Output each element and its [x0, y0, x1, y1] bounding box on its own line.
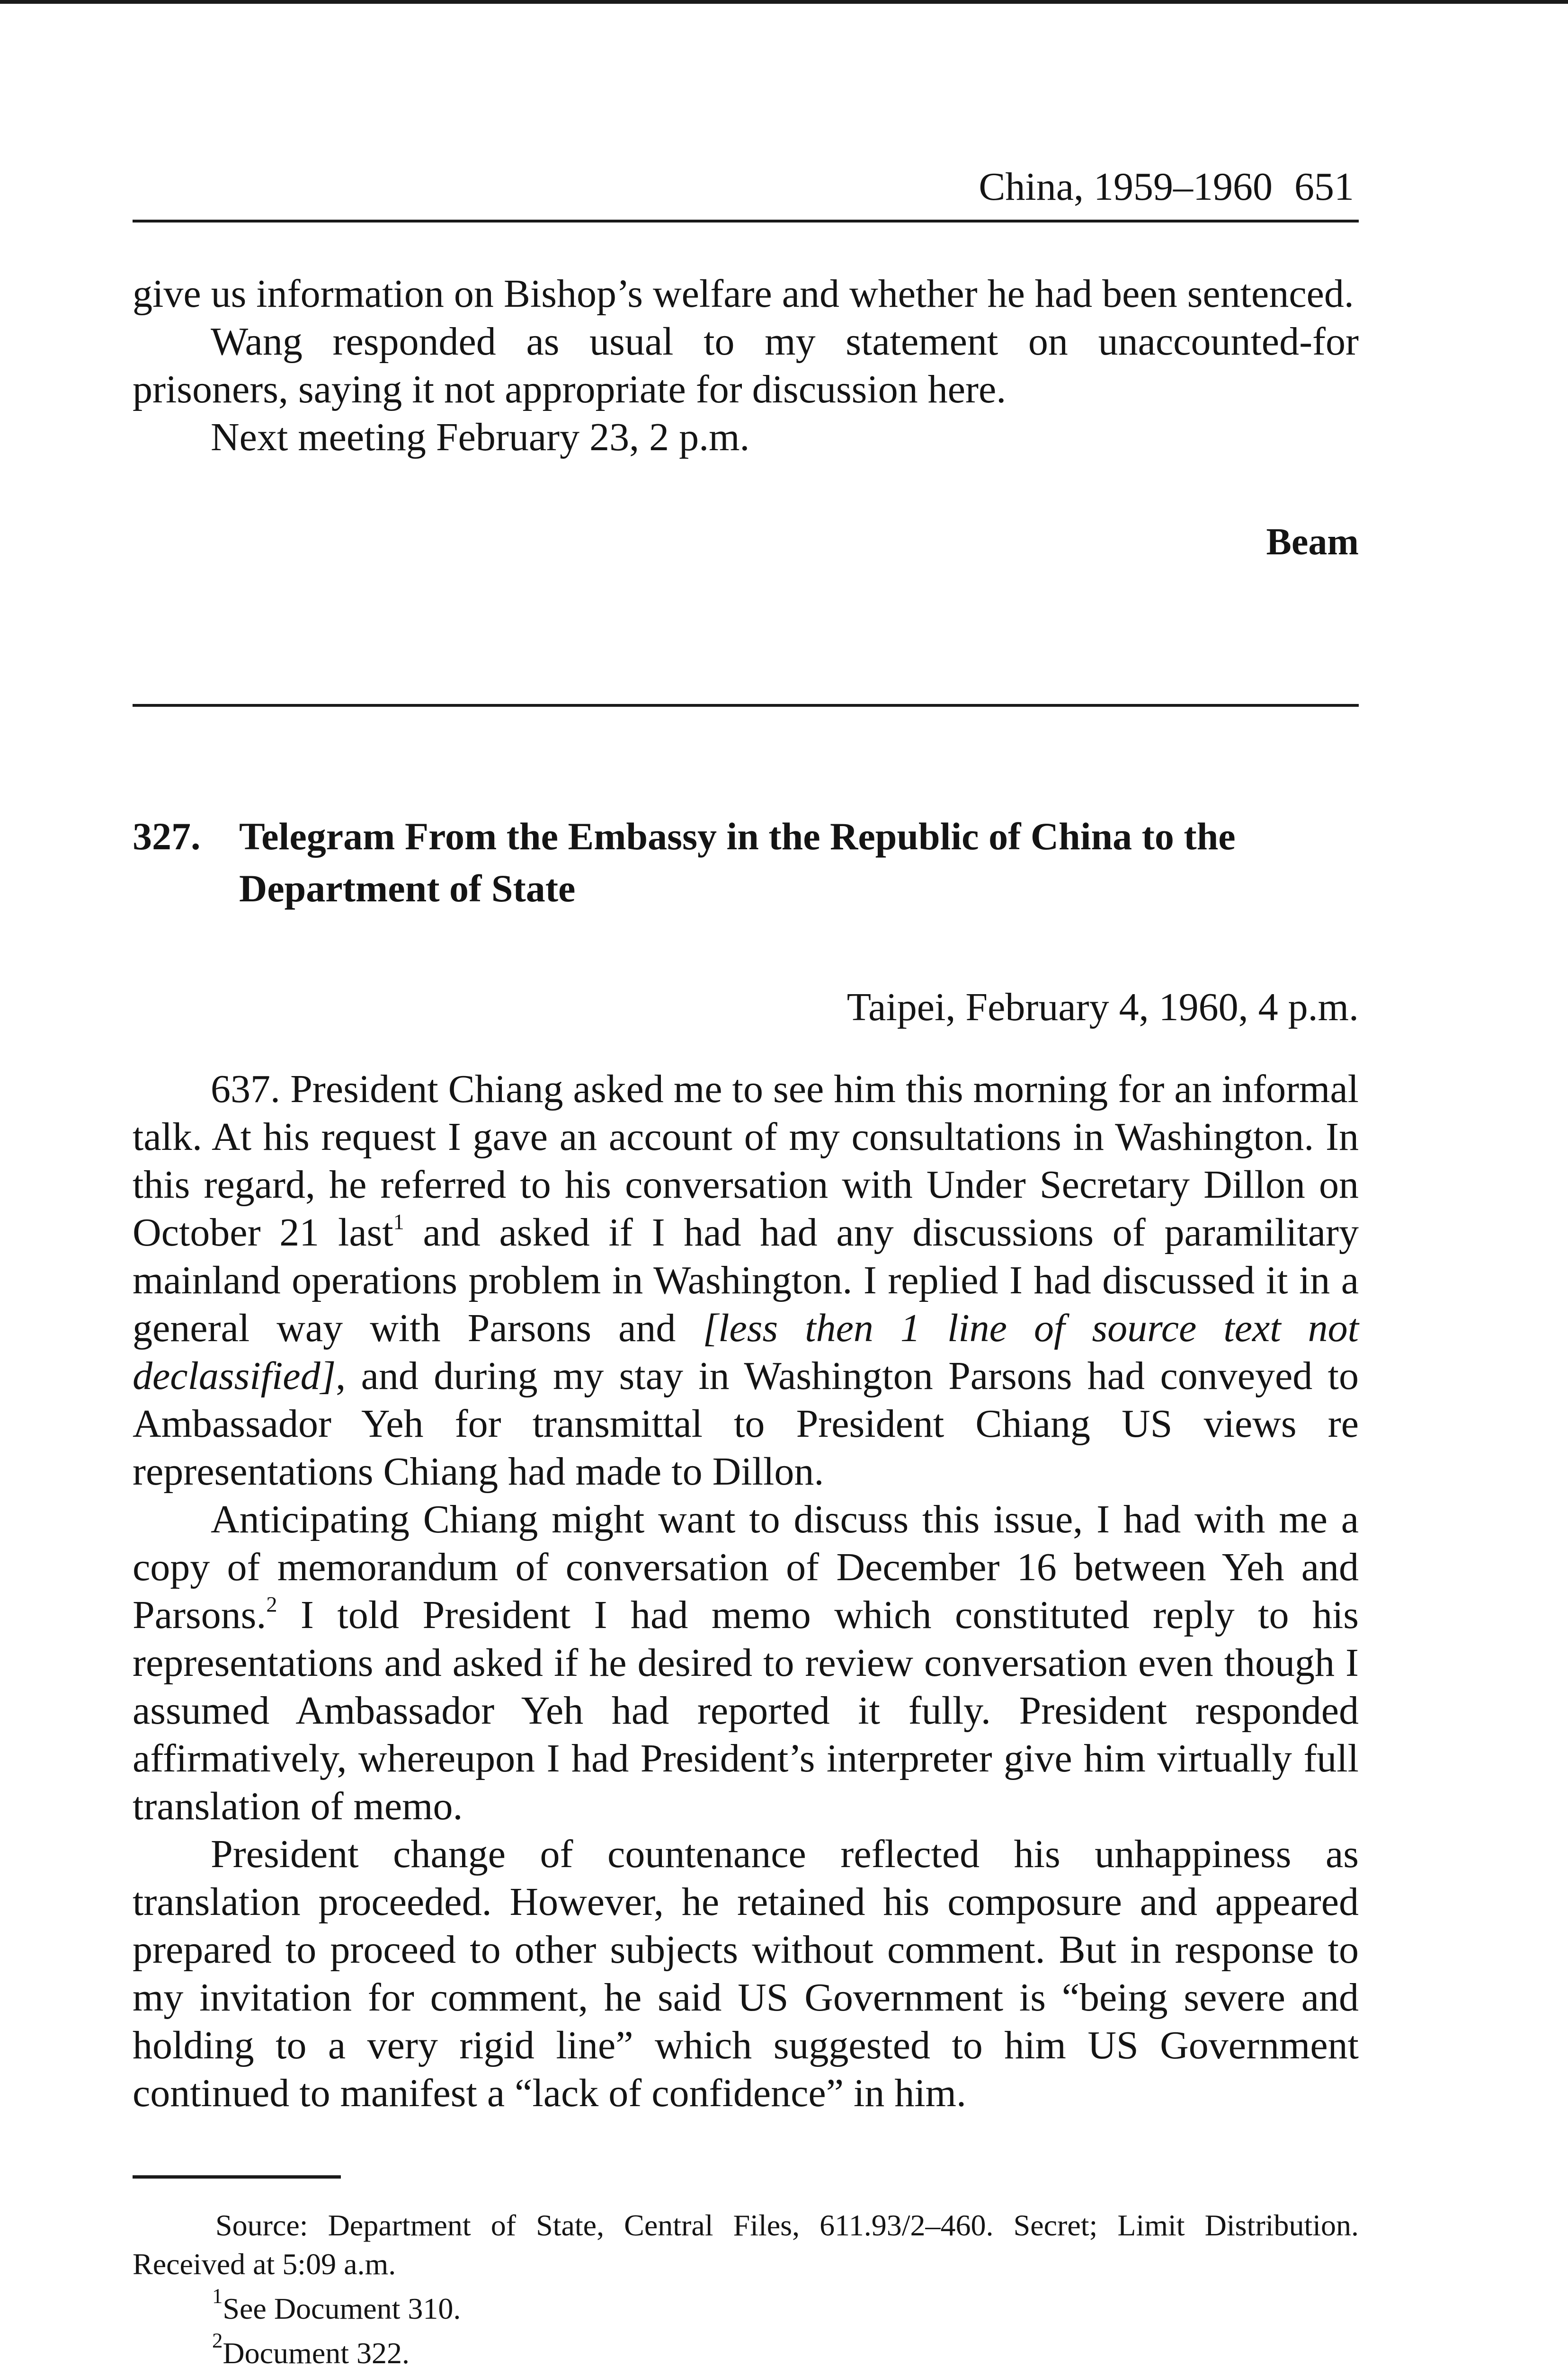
text-run: Anticipating Chiang might want to discuss this issue, I had with me a copy of memorandum of conversation of December 16 between Yeh and Parsons. [133, 1497, 1359, 1637]
text-run: 637. President Chiang asked me to see him this morning for an informal talk. At his request I gave an account of my consultations in Washington. In this regard, he referred to his conversation with Under Secretary Dillon on October 21 last [133, 1067, 1359, 1255]
text-run: I told President I had memo which constituted reply to his representations and asked if he desired to review conversation even though I assumed Ambassador Yeh had reported it fully. President responded affirmatively, whereupon I had President’s interpreter give him virtually full translation of memo. [133, 1593, 1359, 1828]
running-header [133, 163, 1354, 211]
footnote-rule [133, 2175, 341, 2179]
declassification-note: [less then 1 line of source text not declassified] [133, 1306, 1359, 1398]
running-title: China, 1959–1960 [979, 165, 1273, 209]
footnote-marker: 2 [212, 2328, 223, 2352]
continuation-paragraph: Wang responded as usual to my statement on unaccounted-for prisoners, saying it not appropriate for discussion here. [133, 320, 1359, 411]
previous-document-continuation [133, 270, 1359, 461]
text-run: , and during my stay in Washington Parsons had conveyed to Ambassador Yeh for transmittal to President Chiang US views re representations Chiang had made to Dillon. [133, 1354, 1359, 1494]
body-paragraph [133, 1495, 1359, 1830]
page-top-edge [0, 0, 1568, 4]
footnotes [133, 2206, 1359, 2367]
footnote-ref: 1 [393, 1210, 404, 1234]
document-title: Telegram From the Embassy in the Republic of China to the Department of State [239, 815, 1236, 910]
footnote-marker: 1 [212, 2284, 223, 2308]
body-paragraph [133, 1065, 1359, 1495]
telegram-body [133, 1065, 1359, 2117]
page-number: 651 [1294, 165, 1354, 209]
section-divider [133, 704, 1359, 707]
continuation-paragraph: give us information on Bishop’s welfare and whether he had been sentenced. [133, 272, 1354, 316]
footnote [133, 2284, 1359, 2328]
text-run: and asked if I had had any discussions of paramilitary mainland operations problem in Washington. I replied I had discussed it in a general way with Parsons and [133, 1210, 1359, 1350]
footnote-text: See Document 310. [223, 2292, 461, 2325]
document-number: 327. [133, 815, 201, 858]
footnote [133, 2328, 1359, 2367]
signature: Beam [1266, 521, 1359, 563]
body-paragraph: President change of countenance reflected his unhappiness as translation proceeded. However, he retained his composure and appeared prepared to proceed to other subjects without comment. But in response to my invitation for comment, he said US Government is “being severe and holding to a very rigid line” which suggested to him US Government continued to manifest a “lack of confidence” in him. [133, 1832, 1359, 2115]
source-note: Source: Department of State, Central Files, 611.93/2–460. Secret; Limit Distribution. Received at 5:09 a.m. [133, 2208, 1359, 2281]
dateline: Taipei, February 4, 1960, 4 p.m. [846, 985, 1359, 1029]
header-rule [133, 220, 1359, 222]
footnote-text: Document 322. [223, 2336, 410, 2367]
continuation-paragraph: Next meeting February 23, 2 p.m. [211, 415, 750, 459]
footnote-ref: 2 [266, 1592, 277, 1617]
